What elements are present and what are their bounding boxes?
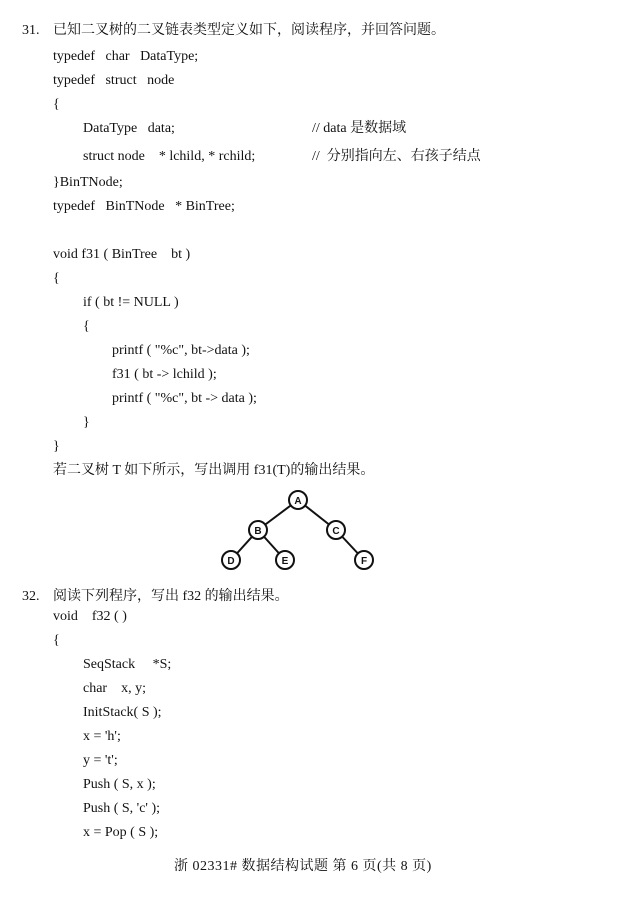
code-line: x = 'h'; [83,729,121,744]
tree-node-label: E [281,556,289,567]
code-line: void f32 ( ) [53,609,127,624]
code-line: SeqStack *S; [83,657,172,672]
tree-node-label: F [360,556,368,567]
code-line: Push ( S, 'c' ); [83,801,160,816]
q32-prompt: 阅读下列程序，写出 f32 的输出结果。 [53,589,289,604]
tree-node-label: D [227,556,235,567]
code-line: x = Pop ( S ); [83,825,159,840]
code-comment: // data 是数据域 [312,121,407,136]
code-line: { [53,97,60,112]
code-line: if ( bt != NULL ) [83,295,179,310]
q31-prompt: 已知二叉树的二叉链表类型定义如下，阅读程序，并回答问题。 [53,23,445,38]
code-line: { [53,633,60,648]
code-line: typedef BinTNode * BinTree; [53,199,235,214]
code-line: void f31 ( BinTree bt ) [53,247,191,262]
page-footer: 浙 02331# 数据结构试题 第 6 页(共 8 页) [174,859,432,874]
code-line: y = 't'; [83,753,118,768]
code-line: typedef char DataType; [53,49,199,64]
code-line: char x, y; [83,681,146,696]
q32-number: 32. [22,589,40,604]
code-line: { [83,319,90,334]
code-line: } [83,415,90,430]
code-line: { [53,271,60,286]
code-line: printf ( "%c", bt -> data ); [112,391,257,406]
code-line: }BinTNode; [53,175,123,190]
code-line: f31 ( bt -> lchild ); [112,367,217,382]
q31-number: 31. [22,23,40,38]
code-line: DataType data; [83,121,175,136]
code-line: printf ( "%c", bt->data ); [112,343,250,358]
code-line: struct node * lchild, * rchild; [83,149,256,164]
tree-node-label: A [294,496,302,507]
code-line: InitStack( S ); [83,705,162,720]
code-line: typedef struct node [53,73,175,88]
code-line: Push ( S, x ); [83,777,156,792]
code-line: } [53,439,60,454]
tree-node-label: B [254,526,262,537]
tree-node-label: C [332,526,340,537]
q31-question: 若二叉树 T 如下所示，写出调用 f31(T)的输出结果。 [53,463,375,478]
code-comment: // 分别指向左、右孩子结点 [312,149,481,164]
